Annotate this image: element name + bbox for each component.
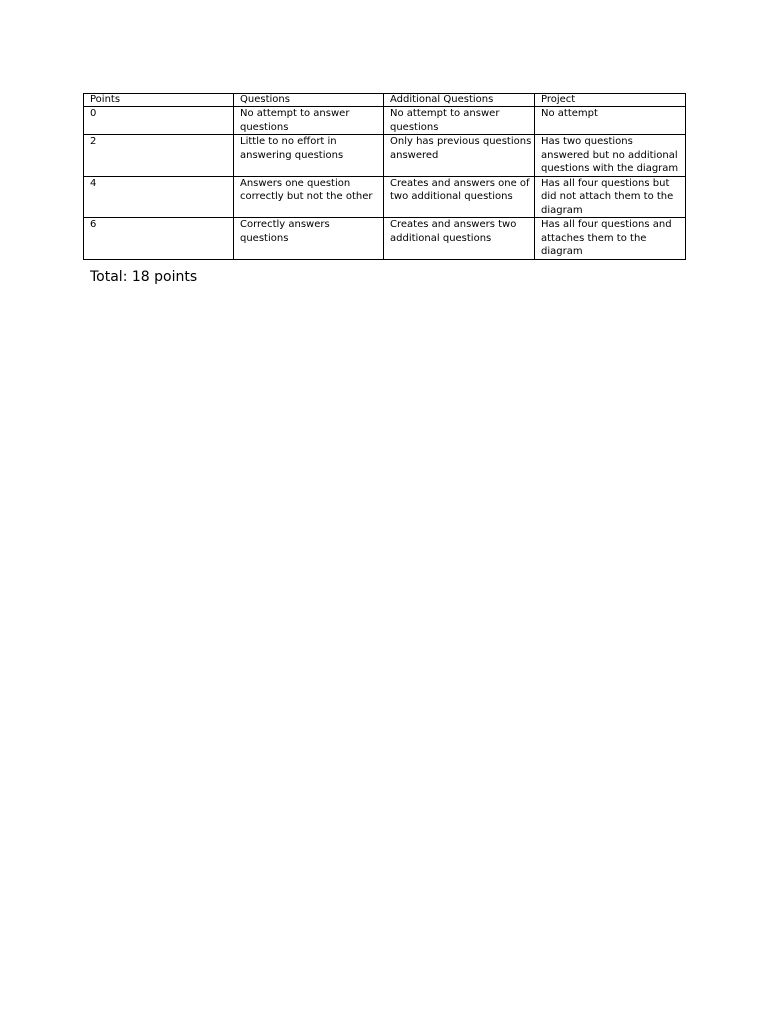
header-cell-questions: Questions xyxy=(234,94,384,107)
table-cell-questions: Correctly answers questions xyxy=(234,218,384,260)
table-cell-additional-questions: No attempt to answer questions xyxy=(384,107,535,135)
table-cell-points: 0 xyxy=(84,107,234,135)
header-cell-project: Project xyxy=(535,94,686,107)
table-cell-additional-questions: Creates and answers one of two additional questions xyxy=(384,176,535,218)
table-cell-additional-questions: Only has previous questions answered xyxy=(384,135,535,177)
total-points-text: Total: 18 points xyxy=(90,269,198,285)
table-cell-points: 2 xyxy=(84,135,234,177)
table-row xyxy=(84,107,686,135)
header-cell-points: Points xyxy=(84,94,234,107)
table-header-row xyxy=(84,94,686,107)
table-cell-project: Has all four questions and attaches them to the diagram xyxy=(535,218,686,260)
header-cell-additional-questions: Additional Questions xyxy=(384,94,535,107)
table-cell-project: Has two questions answered but no additional questions with the diagram xyxy=(535,135,686,177)
table-cell-points: 4 xyxy=(84,176,234,218)
table-row xyxy=(84,135,686,177)
table-cell-additional-questions: Creates and answers two additional questions xyxy=(384,218,535,260)
table-cell-points: 6 xyxy=(84,218,234,260)
table-row xyxy=(84,176,686,218)
table-cell-questions: Answers one question correctly but not the other xyxy=(234,176,384,218)
table-cell-project: Has all four questions but did not attach them to the diagram xyxy=(535,176,686,218)
table-row xyxy=(84,218,686,260)
rubric-table xyxy=(83,93,686,260)
table-cell-questions: Little to no effort in answering questions xyxy=(234,135,384,177)
table-cell-questions: No attempt to answer questions xyxy=(234,107,384,135)
table-cell-project: No attempt xyxy=(535,107,686,135)
